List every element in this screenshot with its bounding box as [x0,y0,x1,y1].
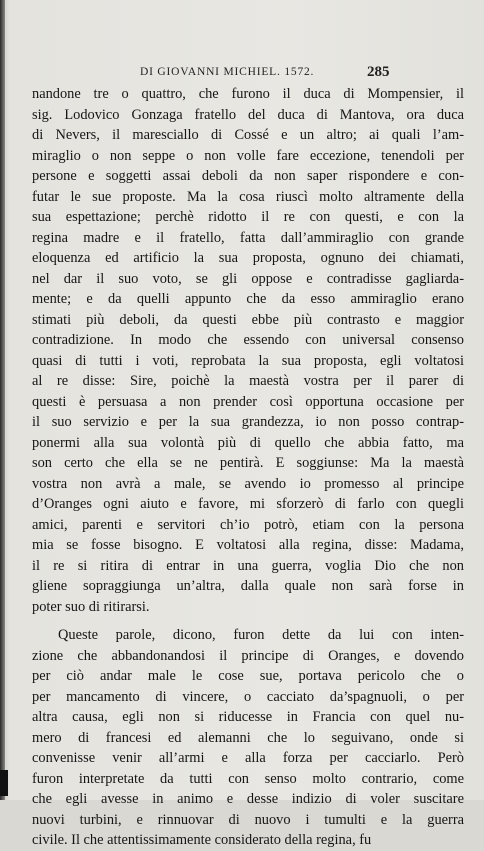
text-line: il re si ritira di entrar in una guerra, voglia Dio che non [32,557,464,574]
text-line: mente; e da quelli appunto che da esso ammiraglio erano [32,291,464,307]
text-line: nel dar il suo voto, se gli oppose e contradisse gagliarda- [32,270,464,287]
paragraph-gap [32,617,464,625]
text-line: vostra non avrà a male, se avendo io promesso al principe [32,475,464,492]
text-line: convenisse venir all’armi e alla forza per cacciarlo. Però [32,750,464,766]
text-line: al re disse: Sire, poichè la maestà vostra per il parer di [32,373,464,389]
text-line: mero di francesi ed alemanni che lo seguivano, onde si [32,729,464,746]
text-line: di Nevers, il maresciallo di Cossé e un altro; ai quali l’am- [32,127,464,143]
text-line: eloquenza ed artificio la sua proposta, ognuno dei chiamati, [32,250,464,266]
paragraph [32,84,464,617]
text-line: mia se fosse bisogno. E voltatosi alla regina, disse: Madama, [32,537,464,553]
text-line: nandone tre o quattro, che furono il duca di Mompensier, il [32,86,464,102]
text-line: contradizione. In modo che essendo con universal consenso [32,332,464,348]
text-line: zione che abbandonandosi il principe di Oranges, e dovendo [32,647,464,664]
body-text [32,84,464,851]
text-line: d’Oranges ogni aiuto e favore, mi sforzerò di farlo con quegli [32,496,464,512]
text-line: per mancamento di vincere, o cacciato da’spagnuoli, o per [32,688,464,705]
text-line: altra causa, egli non si riducesse in Francia con quel nu- [32,709,464,725]
text-line: son certo che ella se ne pentirà. E soggiunse: Ma la maestà [32,455,464,471]
text-line: ponermi alla sua volontà più di quello che abbia fatto, ma [32,434,464,451]
binding-mark [0,770,8,796]
page-number: 285 [367,64,390,80]
text-line: il suo servizio e per la sua grandezza, io non posso contrap- [32,414,464,430]
text-line: sig. Lodovico Gonzaga fratello del duca di Mantova, ora duca [32,106,464,123]
text-line: quasi di tutti i voti, reprobata la sua proposta, egli voltatosi [32,352,464,369]
text-line: amici, parenti e servitori ch’io potrò, etiam con la persona [32,516,464,533]
text-line: poter suo di ritirarsi. [32,598,150,615]
running-head: DI GIOVANNI MICHIEL. 1572. [140,66,315,78]
text-line: regina madre e il fratello, fatta dall’ammiraglio con grande [32,229,464,246]
text-line: persone e soggetti assai deboli da non saper rispondere e con- [32,168,464,184]
text-line: nuovi turbini, e rinnuovar di nuovo i tumulti e la guerra [32,811,464,828]
page-header [0,66,484,82]
text-line: che egli avesse in animo e desse indizio di voler suscitare [32,791,464,807]
text-line: per ciò andar male le cose sue, portava pericolo che o [32,668,464,684]
text-line: stimati più deboli, da questi ebbe più contrasto e maggior [32,311,464,328]
text-line: miraglio o non seppe o non volle fare eccezione, tenendoli per [32,147,464,164]
paragraph [32,625,464,851]
text-line: questi è persuasa a non prender così opportuna occasione per [32,393,464,410]
text-line: gliene sopraggiunga un’altra, dalla quale non sarà forse in [32,578,464,594]
text-line: furon interpretate da tutti con senso molto contrario, come [32,770,464,787]
text-line: civile. Il che attentissimamente considerato della regina, fu [32,832,372,848]
text-line: futar le sue proposte. Ma la cosa riuscì molto altramente della [32,188,464,205]
text-line: sua espettazione; perchè ridotto il re con questi, e con la [32,209,464,225]
text-line: Queste parole, dicono, furon dette da lui con inten- [58,627,464,643]
page-gutter-shadow [0,0,5,800]
